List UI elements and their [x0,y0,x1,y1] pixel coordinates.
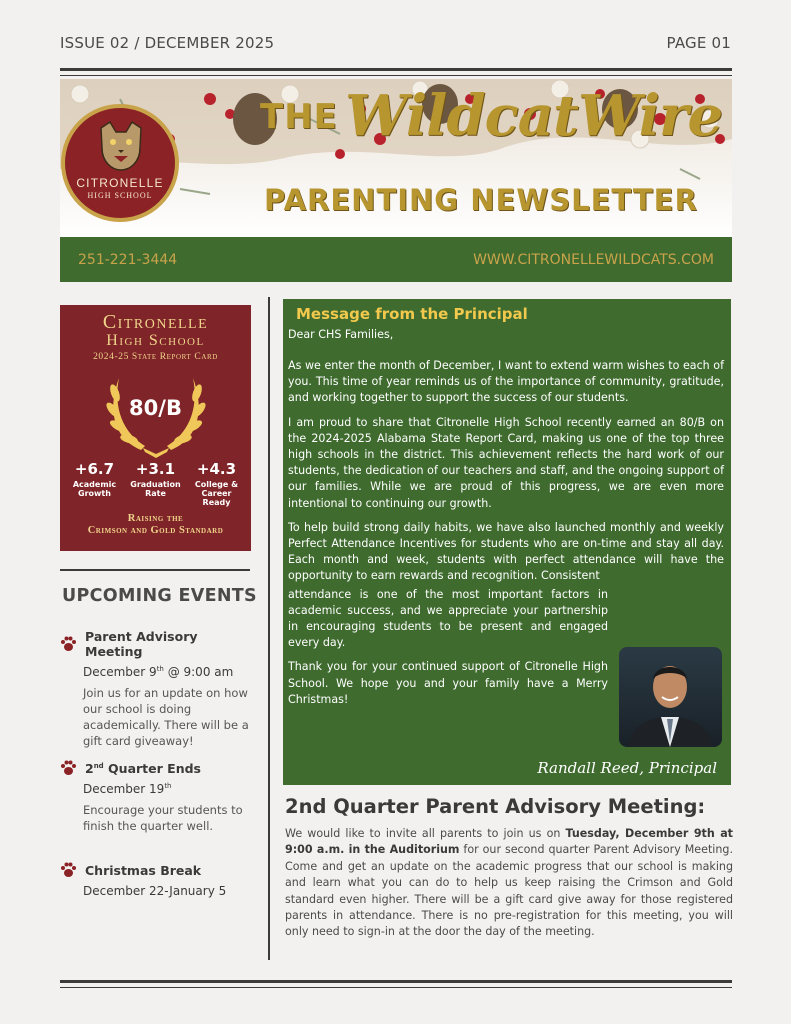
state-report-card [60,305,251,551]
stat-value: +6.7 [74,460,115,478]
newsletter-title: WildcatWire [345,83,723,149]
event-description: Join us for an update on how our school is doing academically. There will be a gift card giveaway! [83,686,249,748]
event-date [83,665,255,679]
title-the: THE [260,97,338,137]
principal-message [283,299,731,785]
event-date: December 22-January 5 [83,884,227,898]
salutation: Dear CHS Families, [288,328,394,341]
report-card-footer [60,513,251,537]
principal-photo [619,647,722,747]
message-paragraph: attendance is one of the most important factors in academic success, and we appreciate your partnership in encouraging students to be present and engaged every day. [288,587,608,650]
stat-academic-growth [65,460,125,507]
date-text: December 9 [83,665,157,679]
message-paragraph: I am proud to share that Citronelle High School recently earned an 80/B on the 2024-2025 Alabama State Report Card, making us one of the top three high schools in the district. This achievement reflects the hard work of our students, the dedication of our teachers and staff, and the ongoing support of our families. While we are proud of this progress, we are even more intentional to continuing our growth. [288,415,724,510]
newsletter-banner [60,79,732,237]
stat-label: Graduation Rate [130,480,181,498]
message-paragraph: To help build strong daily habits, we have also launched monthly and weekly Perfect Attendance Incentives for students who are on-time and stay all day. Each month and week, students with perfect attendance will have the opportunity to earn rewards and recognition. Consistent [288,520,724,583]
date-suffix: th [164,782,172,790]
event-name: Parent Advisory Meeting [85,629,198,659]
name-text: Quarter Ends [103,760,201,776]
meeting-body-text: for our second quarter Parent Advisory Meeting. Come and get an update on the academic progress that our school is making and learn what you can do to help us keep raising the Crimson and Gold standard even higher. There will be a gift card give away for those registered parents in attendance. There is no pre-registration for this meeting, you will only need to sign-in at the door the day of the meeting. [285,843,733,939]
event-item [60,862,255,898]
phone-number: 251-221-3444 [78,251,178,268]
stat-college-career [187,460,247,507]
event-description: Encourage your students to finish the quarter well. [83,803,243,833]
contact-bar [60,237,732,282]
school-logo [61,104,179,222]
paw-print-icon [60,636,77,652]
report-card-title: Citronelle [102,311,209,333]
meeting-intro: We would like to invite all parents to join us on [285,827,566,840]
footer-line-2: Crimson and Gold Standard [87,525,224,536]
footer-line-1: Raising the [127,513,184,524]
column-divider [268,297,270,960]
event-name [85,761,201,776]
stat-value: +4.3 [196,460,237,478]
name-number: 2 [85,760,94,776]
score-wreath [101,368,211,458]
issue-label: ISSUE 02 / DECEMBER 2025 [60,34,275,52]
paw-print-icon [60,760,77,776]
paw-print-icon [60,862,77,878]
event-name: Christmas Break [85,862,202,878]
message-paragraph: Thank you for your continued support of Citronelle High School. We hope you and your family have a Merry Christmas! [288,660,608,706]
event-date [83,782,255,796]
newsletter-subtitle: PARENTING NEWSLETTER [264,183,698,217]
stat-graduation-rate [126,460,186,507]
date-text: December 19 [83,782,165,796]
meeting-datetime: Tuesday, December 9th at 9:00 a.m. in the Auditorium [285,827,733,857]
principal-portrait-image [619,647,722,747]
principal-signature: Randall Reed, Principal [537,759,717,777]
logo-school-type: HIGH SCHOOL [87,191,153,200]
page-number: PAGE 01 [666,34,731,52]
logo-school-name: CITRONELLE [76,176,164,190]
report-card-title-2: High School [106,332,205,349]
top-divider [60,68,732,76]
event-item [60,629,255,749]
events-heading: UPCOMING EVENTS [62,586,257,606]
message-paragraph: As we enter the month of December, I want to extend warm wishes to each of you. This time of year reminds us of the importance of community, gratitude, and working together to support the success of our students. [288,359,724,405]
report-card-score: 80/B [129,396,182,420]
date-suffix: th [156,665,164,673]
website-link[interactable]: WWW.CITRONELLEWILDCATS.COM [473,251,714,268]
sidebar-divider [60,569,250,571]
date-time: @ 9:00 am [163,665,234,679]
report-card-subtitle: 2024-25 State Report Card [93,352,218,362]
report-card-stats [60,460,251,507]
bottom-divider [60,980,732,988]
name-suffix: nd [93,761,104,770]
meeting-heading: 2nd Quarter Parent Advisory Meeting: [285,795,706,818]
event-item [60,760,255,834]
stat-label: College & Career Ready [194,480,239,507]
stat-value: +3.1 [135,460,176,478]
meeting-description [285,826,733,941]
wildcat-mascot-icon [96,120,146,172]
stat-label: Academic Growth [72,480,117,498]
principal-message-title: Message from the Principal [296,305,528,323]
